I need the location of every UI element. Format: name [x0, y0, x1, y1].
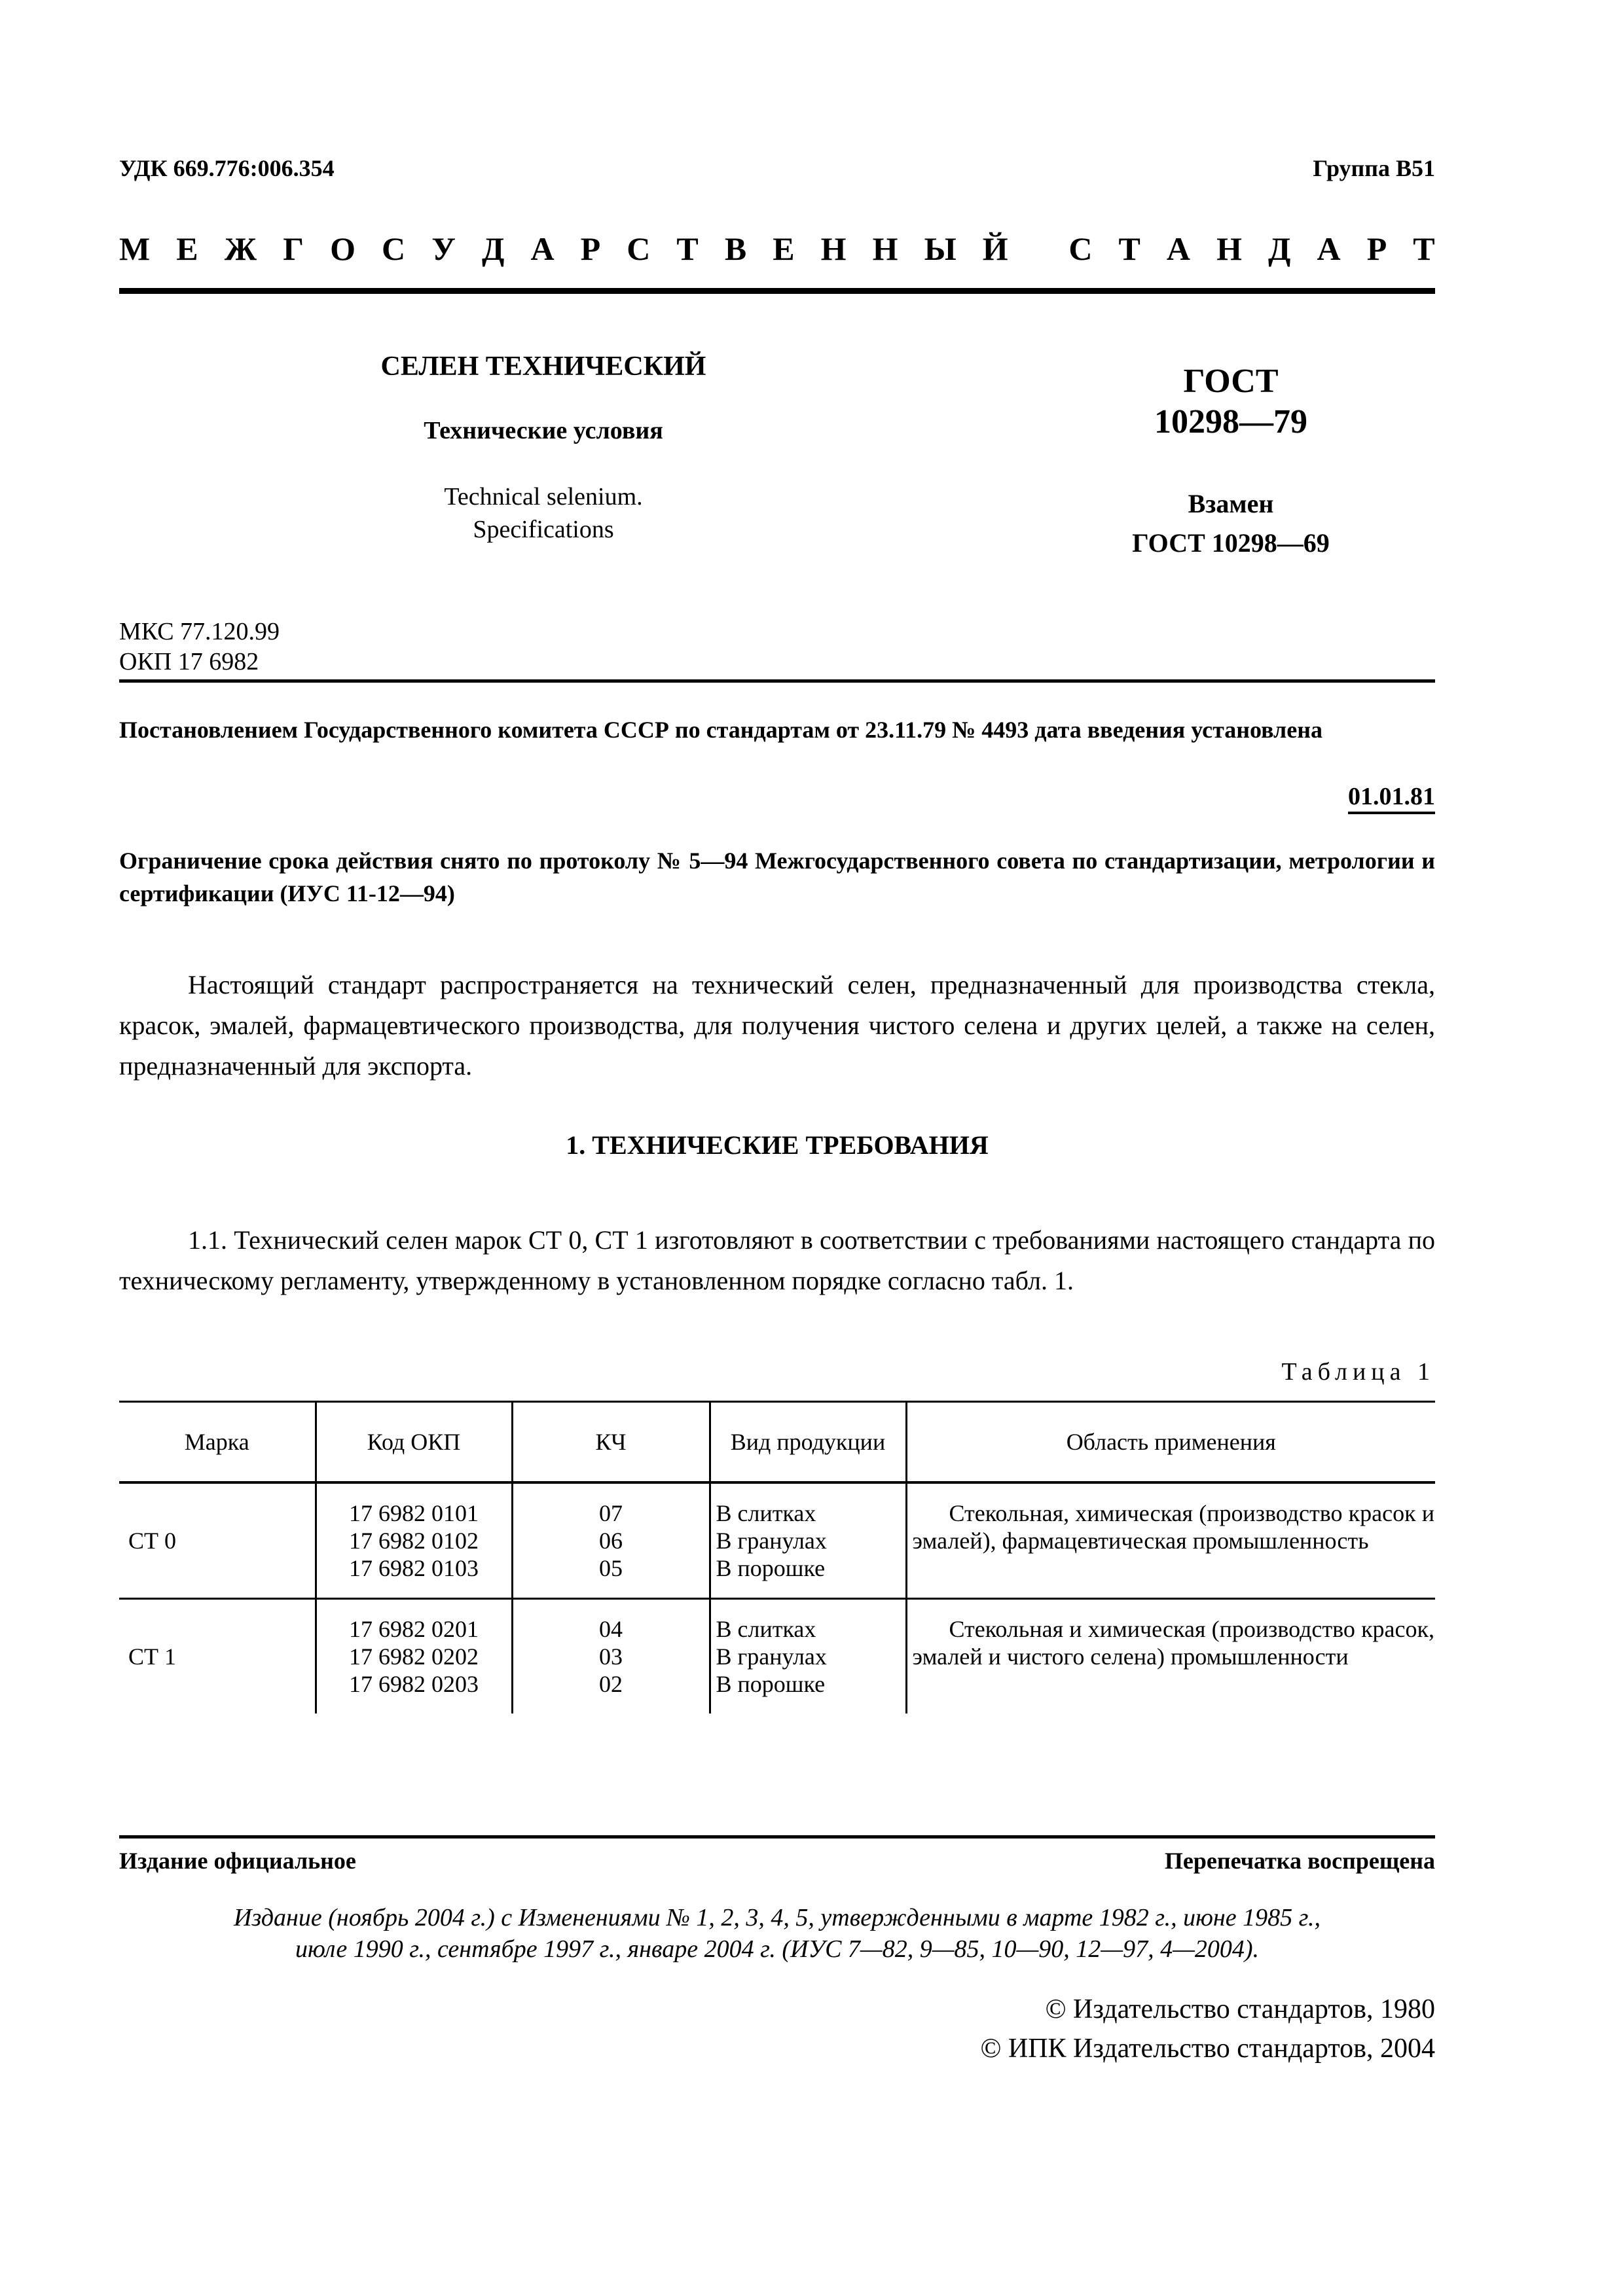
- interstate-standard-heading: [119, 229, 1435, 268]
- heading-letter: Г: [283, 230, 304, 267]
- official-edition-label: Издание официальное: [119, 1848, 356, 1874]
- gost-replaces: [1021, 484, 1440, 563]
- kch-value: 06: [599, 1528, 623, 1554]
- header-mark: Марка: [119, 1402, 316, 1483]
- heading-letter: С: [1068, 230, 1093, 267]
- introduction-date: 01.01.81: [1348, 781, 1435, 814]
- table-header-row: [119, 1402, 1435, 1483]
- kch-value: 04: [599, 1616, 623, 1642]
- codes-rule: [119, 679, 1435, 683]
- scope-paragraph: Настоящий стандарт распространяется на технический селен, предназначенный для производства стекла, красок, эмалей, фармацевтического производства, для получения чистого селена и других целей, а также на селен, предназначенный для экспорта.: [119, 970, 1435, 1081]
- reprint-prohibited-label: Перепечатка воспрещена: [1164, 1848, 1435, 1874]
- header-okp-code: Код ОКП: [316, 1402, 512, 1483]
- heading-letter: Д: [1268, 230, 1291, 267]
- heading-letter: С: [382, 230, 406, 267]
- copyright-1980: © Издательство стандартов, 1980: [1045, 1994, 1435, 2024]
- product-type-value: В порошке: [716, 1671, 826, 1697]
- product-type-value: В слитках: [716, 1616, 816, 1642]
- replaces-number: ГОСТ 10298—69: [1132, 528, 1330, 558]
- okp-code-value: 17 6982 0202: [349, 1643, 479, 1670]
- product-type-value: В гранулах: [716, 1528, 827, 1554]
- heading-letter: Е: [773, 230, 795, 267]
- clause-1-1: 1.1. Технический селен марок СТ 0, СТ 1 изготовляют в соответствии с требованиями настоящего стандарта по техническому регламенту, утвержденному в установленном порядке согласно табл. 1.: [119, 1225, 1435, 1295]
- heading-letter: Е: [176, 230, 198, 267]
- section-heading: 1. ТЕХНИЧЕСКИЕ ТРЕБОВАНИЯ: [566, 1130, 989, 1160]
- heading-letter: В: [724, 230, 747, 267]
- copyright-block: [980, 1990, 1435, 2068]
- heading-letter: Т: [1118, 230, 1140, 267]
- kch-value: 05: [599, 1555, 623, 1581]
- udk-code: УДК 669.776:006.354: [119, 155, 335, 181]
- okp-code-cell: [316, 1599, 512, 1714]
- edition-history: [119, 1902, 1435, 1965]
- mark-cell: СТ 0: [119, 1482, 316, 1599]
- okp-code: ОКП 17 6982: [119, 648, 259, 675]
- kch-value: 07: [599, 1500, 623, 1526]
- heading-letter: Н: [820, 230, 847, 267]
- heading-letter: А: [1166, 230, 1191, 267]
- heading-letter: [1034, 229, 1043, 268]
- header-product-type: Вид продукции: [710, 1402, 906, 1483]
- mark-cell: СТ 1: [128, 1643, 177, 1670]
- application-area-cell: Стекольная, химическая (производство красок и эмалей), фармацевтическая промышленность: [906, 1482, 1435, 1599]
- table-caption: Таблица 1: [1281, 1358, 1435, 1386]
- heading-letter: Н: [1216, 230, 1242, 267]
- decree-text: Постановлением Государственного комитета СССР по стандартам от 23.11.79 № 4493 дата введения установлена: [119, 717, 1322, 743]
- heading-letter: Т: [676, 230, 699, 267]
- heading-letter: Р: [580, 230, 601, 267]
- heading-letter: Й: [982, 230, 1008, 267]
- table-row: [119, 1482, 1435, 1599]
- kch-value: 03: [599, 1643, 623, 1670]
- okp-code-cell: [316, 1482, 512, 1599]
- okp-code-value: 17 6982 0203: [349, 1671, 479, 1697]
- heading-letter: Р: [1366, 230, 1387, 267]
- edition-history-line2: июле 1990 г., сентябре 1997 г., январе 2004 г. (ИУС 7—82, 9—85, 10—90, 12—97, 4—2004).: [295, 1935, 1260, 1963]
- gost-designation: [1021, 361, 1440, 442]
- table-row: [119, 1599, 1435, 1714]
- gost-label: ГОСТ: [1183, 363, 1279, 400]
- english-title-line1: Technical selenium.: [444, 483, 643, 511]
- kch-value: 02: [599, 1671, 623, 1697]
- header-application-area: Область применения: [906, 1402, 1435, 1483]
- application-area-cell: Стекольная и химическая (производство красок, эмалей и чистого селена) промышленности: [906, 1599, 1435, 1714]
- kch-cell: [512, 1599, 710, 1714]
- mks-code: МКС 77.120.99: [119, 618, 280, 645]
- footer-rule: [119, 1835, 1435, 1839]
- product-type-value: В слитках: [716, 1500, 816, 1526]
- heading-letter: У: [431, 230, 456, 267]
- heading-letter: Ы: [924, 230, 957, 267]
- header-kch: КЧ: [512, 1402, 710, 1483]
- english-title: [327, 480, 759, 546]
- heading-letter: М: [119, 230, 151, 267]
- heading-letter: О: [330, 230, 356, 267]
- heading-letter: Д: [481, 230, 505, 267]
- edition-history-line1: Издание (ноябрь 2004 г.) с Изменениями № 1, 2, 3, 4, 5, утвержденными в марте 1982 г., июне 1985 г.,: [234, 1904, 1321, 1931]
- group-code: Группа В51: [1313, 155, 1435, 181]
- okp-code-value: 17 6982 0103: [349, 1555, 479, 1581]
- heading-letter: С: [627, 230, 651, 267]
- product-type-value: В гранулах: [716, 1643, 827, 1670]
- product-type-value: В порошке: [716, 1555, 826, 1581]
- product-type-cell: [710, 1482, 906, 1599]
- classification-codes: [119, 617, 280, 677]
- table-1: [119, 1401, 1435, 1713]
- heading-letter: А: [530, 230, 555, 267]
- heading-letter: Т: [1413, 230, 1435, 267]
- okp-code-value: 17 6982 0201: [349, 1616, 479, 1642]
- header-rule: [119, 288, 1435, 294]
- heading-letter: А: [1317, 230, 1341, 267]
- heading-letter: Ж: [224, 230, 257, 267]
- kch-cell: [512, 1482, 710, 1599]
- limitation-note: Ограничение срока действия снято по протоколу № 5—94 Межгосударственного совета по стандартизации, метрологии и сертификации (ИУС 11-12—94): [119, 848, 1435, 906]
- english-title-line2: Specifications: [473, 516, 614, 543]
- document-title: СЕЛЕН ТЕХНИЧЕСКИЙ: [380, 351, 706, 382]
- replaces-label: Взамен: [1188, 489, 1274, 518]
- copyright-2004: © ИПК Издательство стандартов, 2004: [980, 2034, 1435, 2064]
- heading-letter: Н: [872, 230, 898, 267]
- document-subtitle: Технические условия: [424, 417, 663, 444]
- gost-number: 10298—79: [1154, 403, 1307, 440]
- okp-code-value: 17 6982 0101: [349, 1500, 479, 1526]
- product-type-cell: [710, 1599, 906, 1714]
- okp-code-value: 17 6982 0102: [349, 1528, 479, 1554]
